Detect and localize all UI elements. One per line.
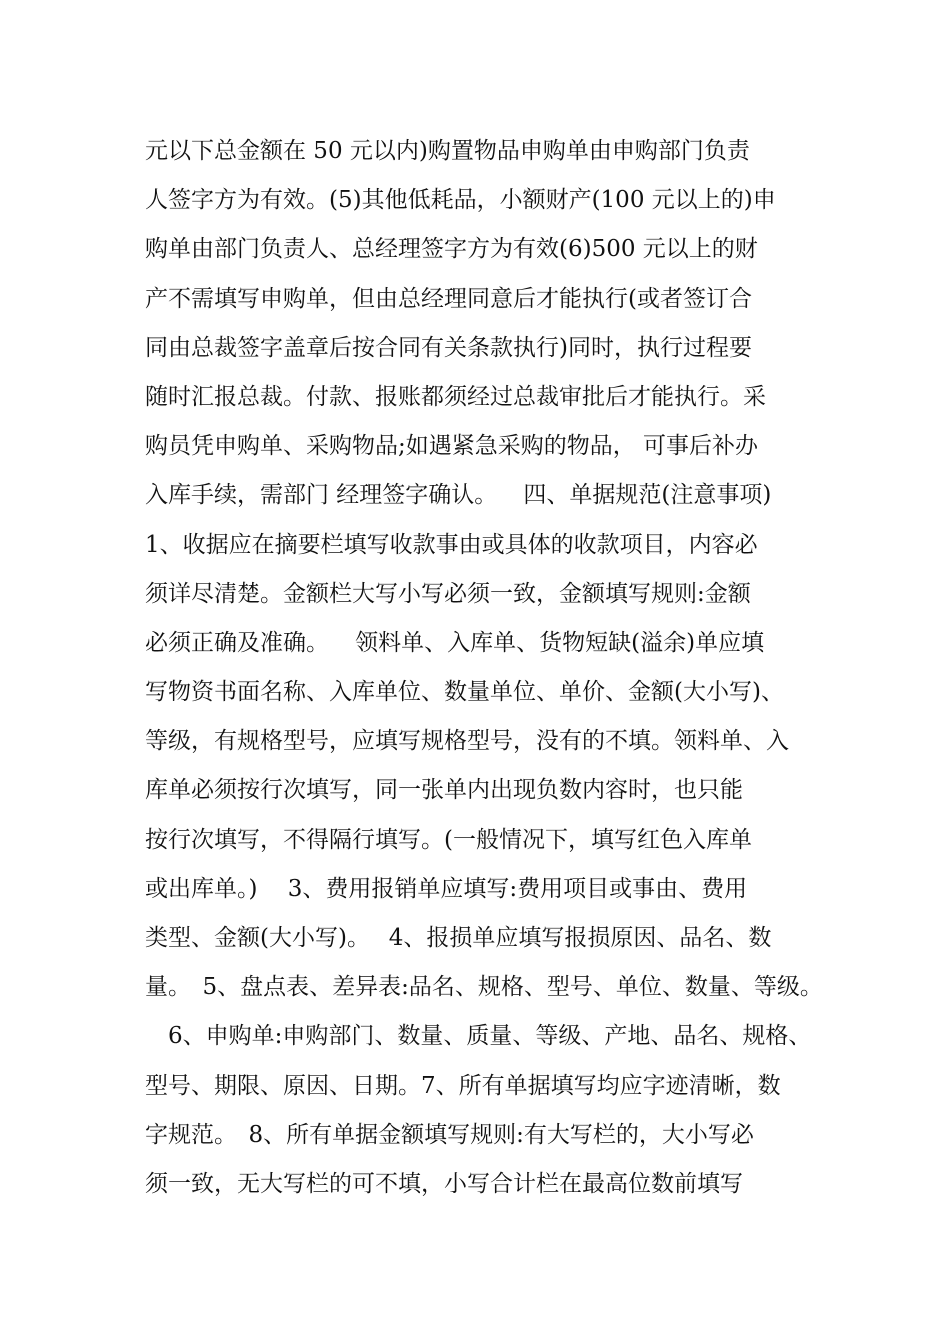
text-line: 必须正确及准确。 领料单、入库单、货物短缺(溢余)单应填: [145, 629, 765, 656]
text-line: 6、申购单:申购部门、数量、质量、等级、产地、品名、规格、: [145, 1023, 812, 1050]
text-line: 随时汇报总裁。付款、报账都须经过总裁审批后才能执行。采: [145, 383, 766, 410]
text-line: 字规范。 8、所有单据金额填写规则:有大写栏的，大小写必: [145, 1121, 754, 1148]
text-line: 须详尽清楚。金额栏大写小写必须一致，金额填写规则:金额: [145, 580, 751, 607]
text-line: 产不需填写申购单，但由总经理同意后才能执行(或者签订合: [145, 285, 752, 312]
text-line: 库单必须按行次填写，同一张单内出现负数内容时，也只能: [145, 777, 743, 804]
text-line: 入库手续，需部门 经理签字确认。 四、单据规范(注意事项): [145, 482, 772, 509]
text-line: 或出库单。) 3、费用报销单应填写:费用项目或事由、费用: [145, 875, 748, 902]
text-line: 1、收据应在摘要栏填写收款事由或具体的收款项目，内容必: [145, 531, 758, 558]
body-text: [145, 127, 845, 1209]
text-line: 量。 5、盘点表、差异表:品名、规格、型号、单位、数量、等级。: [145, 974, 823, 1001]
text-line: 人签字方为有效。(5)其他低耗品，小额财产(100 元以上的)申: [145, 187, 776, 214]
text-line: 须一致，无大写栏的可不填，小写合计栏在最高位数前填写: [145, 1170, 743, 1197]
text-line: 型号、期限、原因、日期。7、所有单据填写均应字迹清晰，数: [145, 1072, 781, 1099]
text-line: 购员凭申购单、采购物品;如遇紧急采购的物品， 可事后补办: [145, 433, 759, 460]
text-line: 按行次填写，不得隔行填写。(一般情况下，填写红色入库单: [145, 826, 752, 853]
text-line: 购单由部门负责人、总经理签字方为有效(6)500 元以上的财: [145, 236, 758, 263]
text-line: 等级，有规格型号，应填写规格型号，没有的不填。领料单、入: [145, 728, 789, 755]
text-line: 写物资书面名称、入库单位、数量单位、单价、金额(大小写)、: [145, 679, 784, 706]
text-line: 元以下总金额在 50 元以内)购置物品申购单由申购部门负责: [145, 138, 750, 164]
text-line: 同由总裁签字盖章后按合同有关条款执行)同时，执行过程要: [145, 334, 752, 361]
text-line: 类型、金额(大小写)。 4、报损单应填写报损原因、品名、数: [145, 925, 772, 951]
